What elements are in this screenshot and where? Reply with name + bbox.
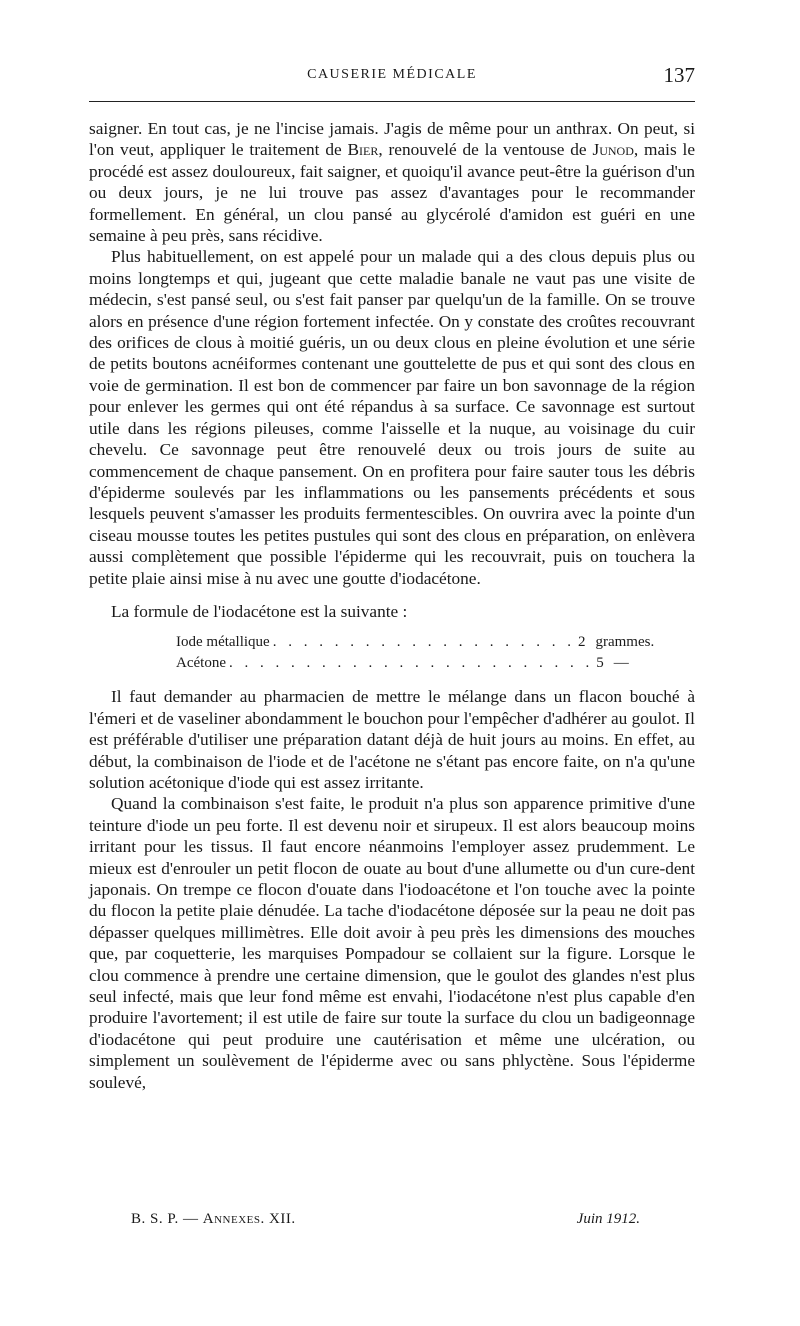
paragraph-1-part-1: saigner. En tout cas, je ne l'incise jamais. J'agis de même pour un anthrax. On peut, si l'on veut, appliquer le traitement de bbox=[89, 119, 695, 160]
footer-reference: B. S. P. — Annexes. XII. bbox=[131, 1211, 296, 1227]
formula-ingredient: Iode métallique bbox=[176, 634, 270, 651]
formula-unit: grammes. bbox=[595, 634, 655, 651]
author-name-bier: Bier bbox=[347, 140, 379, 160]
paragraph-2: Plus habituellement, on est appelé pour un malade qui a des clous depuis plus ou moins longtemps et qui, jugeant que cette maladie banale ne vaut pas une visite de médecin, s'est pansé seul, ou s'est fait panser par quelqu'un de la famille. On se trouve alors en présence d'une région fortement infectée. On y constate des croûtes recouvrant des orifices de clous à moitié guéris, un ou deux clous en pleine évolution et une série de petits boutons acnéiformes contenant une gouttelette de pus et qui sont des clous en voie de germination. Il est bon de commencer par faire un bon savonnage de la région pour enlever les germes qui ont été répandus à sa surface. Ce savonnage est surtout utile dans les régions pileuses, comme l'aisselle et la nuque, au voisinage du cuir chevelu. Ce savonnage peut être renouvelé deux ou trois jours de suite au commencement de chaque pansement. On en profitera pour faire sauter tous les débris d'épiderme soulevés par les inflammations ou les pansements précédents et sous lesquels peuvent s'amasser les produits fermentescibles. On ouvrira avec la pointe d'un ciseau mousse toutes les petites pustules qui sont des clous en préparation, on enlèvera aussi complètement que possible l'épiderme qui les recouvrait, puis on touchera la petite plaie ainsi mise à nu avec une goutte d'iodacétone. bbox=[89, 247, 695, 588]
paragraph-1-part-3: , mais le procédé est assez douloureux, fait saigner, et quoiqu'il avance peut-être la guérison d'un ou deux jours, je ne lui trouve pas assez d'avantages pour le recommander formellement. En général, un clou pansé au glycérolé d'amidon est guéri en une semaine à peu près, sans récidive. bbox=[89, 140, 695, 246]
formula-leader-dots: . . . . . . . . . . . . . . . . . . . . bbox=[272, 634, 575, 651]
page-number: 137 bbox=[663, 63, 695, 87]
formula-leader-dots: . . . . . . . . . . . . . . . . . . . . . . . . bbox=[228, 655, 594, 672]
paragraph-1-part-2: , renouvelé de la ventouse de bbox=[378, 140, 593, 160]
formula-quantity: 2 bbox=[577, 634, 586, 651]
author-name-junod: Junod bbox=[592, 140, 634, 160]
formula-quantity: 5 bbox=[596, 655, 604, 672]
body-text bbox=[89, 118, 695, 1093]
formula-unit: — bbox=[613, 655, 629, 672]
footer-date: Juin 1912. bbox=[576, 1211, 640, 1227]
page-header bbox=[89, 60, 695, 94]
paragraph-4: Quand la combinaison s'est faite, le produit n'a plus son apparence primitive d'une teinture d'iode un peu forte. Il est devenu noir et sirupeux. Il est alors beaucoup moins irritant pour les tissus. Il faut encore néanmoins l'employer assez prudemment. Le mieux est d'enrouler un petit flocon de ouate au bout d'une allumette ou d'un cure-dent japonais. On trempe ce flocon d'ouate dans l'iodoacétone et l'on touche avec la pointe du flocon la petite plaie dénudée. La tache d'iodacétone déposée sur la peau ne doit pas dépasser quelques millimètres. Elle doit avoir à peu près les dimensions des mouches que, par coquetterie, les marquises Pompadour se collaient sur la figure. Lorsque le clou commence à prendre une certaine dimension, que le goulot des glandes n'est plus seul infecté, mais que leur fond même est envahi, l'iodacétone n'est plus capable d'en produire l'avortement; il est utile de faire sur toute la surface du clou un badigeonnage d'iodacétone qui peut produire une cautérisation et même une ulcération, ou simplement un soulèvement de l'épiderme avec ou sans phlyctène. Sous l'épiderme soulevé, bbox=[89, 794, 695, 1092]
paragraph-continuation bbox=[89, 118, 695, 246]
header-rule bbox=[89, 101, 695, 102]
paragraph-3: Il faut demander au pharmacien de mettre le mélange dans un flacon bouché à l'émeri et de vaseliner abondamment le bouchon pour l'empêcher d'adhérer au goulot. Il est préférable d'utiliser une préparation datant déjà de huit jours au moins. En effet, au début, la combinaison de l'iode et de l'acétone ne s'étant pas encore faite, on n'a qu'une solution acétonique d'iode qui est assez irritante. bbox=[89, 687, 695, 792]
formula-row bbox=[176, 653, 629, 674]
formula-ingredient: Acétone bbox=[176, 655, 226, 672]
formula-row bbox=[176, 632, 655, 653]
formula-intro: La formule de l'iodacétone est la suivante : bbox=[111, 601, 408, 621]
formula-table bbox=[176, 632, 655, 674]
running-head: CAUSERIE MÉDICALE bbox=[307, 67, 477, 82]
footer-annexes: Annexes. XII. bbox=[202, 1211, 296, 1227]
book-page bbox=[89, 60, 695, 1093]
